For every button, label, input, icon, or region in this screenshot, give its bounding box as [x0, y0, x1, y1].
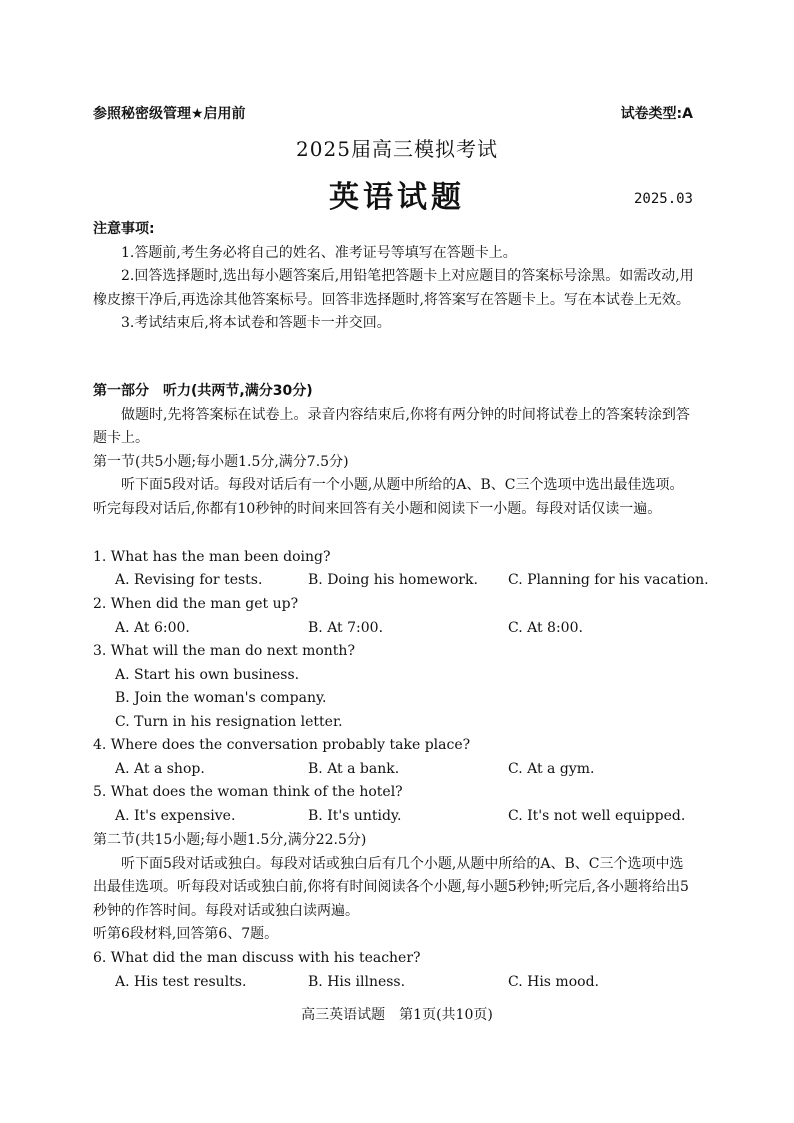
section2-title: 第二节(共15小题;每小题1.5分,满分22.5分) — [93, 832, 367, 848]
part1-title: 第一部分 听力(共两节,满分30分) — [93, 383, 313, 399]
option-c: C. At 8:00. — [508, 620, 583, 636]
question-stem: 5. What does the woman think of the hotel? — [93, 784, 403, 800]
option-b: B. Join the woman's company. — [115, 690, 327, 706]
option-a: A. At a shop. — [115, 761, 205, 777]
option-b: B. At 7:00. — [308, 620, 384, 636]
notice-heading: 注意事项: — [93, 221, 155, 237]
section2 — [93, 829, 696, 947]
option-b: B. Doing his homework. — [308, 572, 478, 588]
question-stem: 4. Where does the conversation probably take place? — [93, 737, 471, 753]
confidentiality-label: 参照秘密级管理★启用前 — [93, 106, 246, 122]
notice-section — [93, 218, 696, 336]
paper-type-label: 试卷类型:A — [620, 106, 693, 122]
option-a: A. At 6:00. — [115, 620, 190, 636]
material-note: 听第6段材料,回答第6、7题。 — [93, 926, 279, 942]
option-b: B. His illness. — [308, 974, 406, 990]
question-stem: 6. What did the man discuss with his teacher? — [93, 950, 421, 966]
page-footer: 高三英语试题 第1页(共10页) — [301, 1007, 493, 1023]
option-a: A. Start his own business. — [115, 667, 300, 683]
option-c: C. It's not well equipped. — [508, 808, 686, 824]
notice-item: 1.答题前,考生务必将自己的姓名、准考证号等填写在答题卡上。 — [121, 244, 517, 261]
option-c: C. His mood. — [508, 974, 599, 990]
option-c: C. Planning for his vacation. — [508, 572, 709, 588]
question-stem: 1. What has the man been doing? — [93, 549, 331, 565]
part1-intro: 做题时,先将答案标在试卷上。录音内容结束后,你将有两分钟的时间将试卷上的答案转涂到答题卡上。 — [93, 406, 690, 446]
question-stem: 2. When did the man get up? — [93, 596, 299, 612]
exam-title: 2025届高三模拟考试 — [296, 137, 498, 161]
exam-date: 2025.03 — [633, 191, 693, 207]
option-c: C. Turn in his resignation letter. — [115, 714, 343, 730]
option-b: B. At a bank. — [308, 761, 400, 777]
section1-title: 第一节(共5小题;每小题1.5分,满分7.5分) — [93, 453, 349, 470]
section2-intro: 听下面5段对话或独白。每段对话或独白后有几个小题,从题中所给的A、B、C三个选项中选出最佳选项。听每段对话或独白前,你将有时间阅读各个小题,每小题5秒钟;听完后,各小题将给出5秒钟的作答时间。每段对话或独白读两遍。 — [93, 855, 689, 919]
notice-item: 3.考试结束后,将本试卷和答题卡一并交回。 — [121, 315, 391, 331]
subject-title: 英语试题 — [329, 180, 465, 215]
option-c: C. At a gym. — [508, 761, 595, 777]
option-b: B. It's untidy. — [308, 808, 402, 824]
option-a: A. It's expensive. — [115, 808, 236, 824]
option-a: A. His test results. — [115, 974, 247, 990]
notice-item: 2.回答选择题时,选出每小题答案后,用铅笔把答题卡上对应题目的答案标号涂黑。如需改动,用橡皮擦干净后,再选涂其他答案标号。回答非选择题时,将答案写在答题卡上。写在本试卷上无效。 — [93, 268, 694, 308]
question-stem: 3. What will the man do next month? — [93, 643, 355, 659]
section1-intro: 听下面5段对话。每段对话后有一个小题,从题中所给的A、B、C三个选项中选出最佳选项。听完每段对话后,你都有10秒钟的时间来回答有关小题和阅读下一小题。每段对话仅读一遍。 — [93, 477, 684, 517]
option-a: A. Revising for tests. — [115, 572, 263, 588]
part1-section — [93, 380, 696, 521]
